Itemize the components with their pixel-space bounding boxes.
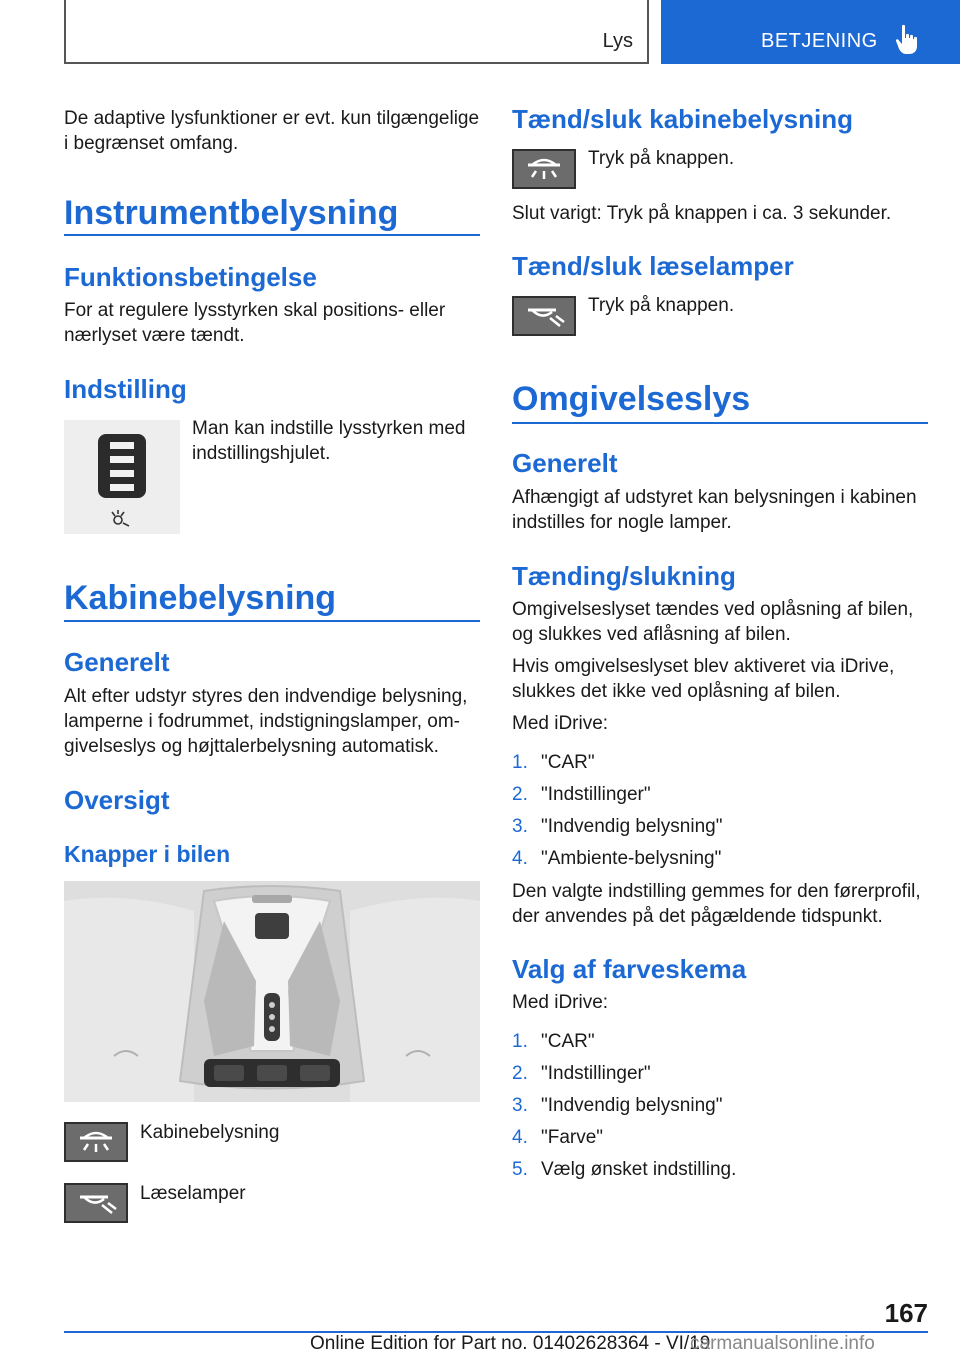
reading-lamp-icon	[514, 298, 574, 334]
step-text: Vælg ønsket indstilling.	[541, 1159, 737, 1180]
ambient-heading: Omgivelseslys	[512, 380, 751, 418]
step-text: "Indstillinger"	[541, 1063, 651, 1084]
cabin-toggle-heading: Tænd/sluk kabinebelysning	[512, 104, 853, 134]
cond-text: For at regulere lysstyrken skal positions- eller nærlyset være tændt.	[64, 300, 446, 346]
pointing-hand-icon	[895, 24, 921, 56]
chapter-tab[interactable]	[661, 0, 960, 64]
step-number: 5.	[512, 1159, 528, 1180]
onoff-text-2: Hvis omgivelseslyset blev aktiveret via iDrive, slukkes det ikke ved oplåsning af bilen.	[512, 656, 895, 702]
dimmer-wheel-image	[64, 420, 180, 534]
ambient-general-heading: Generelt	[512, 448, 618, 478]
onoff-heading: Tænding/slukning	[512, 561, 736, 591]
step-number: 3.	[512, 816, 528, 837]
reading-toggle-press: Tryk på knappen.	[588, 295, 735, 316]
cabin-toggle-permanent: Slut varigt: Tryk på knappen i ca. 3 sekunder.	[512, 203, 892, 224]
saved-text: Den valgte indstilling gemmes for den førerprofil, der anvendes på det pågældende tidspunkt.	[512, 881, 921, 927]
step-text: "CAR"	[541, 752, 595, 773]
edition-text: Online Edition for Part no. 01402628364 - VI/19	[310, 1333, 711, 1354]
intro-text: De adaptive lysfunktioner er evt. kun tilgængelige i begrænset omfang.	[64, 108, 480, 154]
onoff-text-1: Omgivelseslyset tændes ved oplåsning af bilen, og slukkes ved aflåsning af bilen.	[512, 599, 914, 645]
reading-lamp-button-image	[512, 296, 576, 336]
overview-heading: Oversigt	[64, 785, 170, 815]
color-heading: Valg af farveskema	[512, 954, 747, 984]
setting-heading: Indstilling	[64, 374, 187, 404]
cabin-general-text: Alt efter udstyr styres den indvendige belysning, lamperne i fodrummet, indstigningslamper, om-givelseslys og højttalerbelysning automatisk.	[64, 686, 468, 757]
step-number: 4.	[512, 1127, 528, 1148]
dimmer-icon	[108, 508, 132, 528]
heading-rule	[64, 620, 480, 622]
reading-lamp-button-image	[64, 1183, 128, 1223]
header-box	[64, 0, 649, 64]
step-text: "Indstillinger"	[541, 784, 651, 805]
step-number: 1.	[512, 752, 528, 773]
reading-toggle-heading: Tænd/sluk læselamper	[512, 251, 794, 281]
roof-console-image	[64, 881, 480, 1102]
step-number: 2.	[512, 1063, 528, 1084]
chapter-label: BETJENING	[761, 30, 878, 52]
idrive-label-2: Med iDrive:	[512, 992, 609, 1013]
step-number: 1.	[512, 1031, 528, 1052]
buttons-heading: Knapper i bilen	[64, 841, 231, 867]
cabin-light-button-image	[64, 1122, 128, 1162]
setting-text: Man kan indstille lysstyrken med indstillingshjulet.	[192, 418, 466, 464]
idrive-label-1: Med iDrive:	[512, 713, 609, 734]
cabin-light-button-image	[512, 149, 576, 189]
cabin-light-icon	[66, 1124, 126, 1160]
step-text: "Indvendig belysning"	[541, 816, 723, 837]
heading-rule	[512, 422, 928, 424]
step-text: "Ambiente-belysning"	[541, 848, 722, 869]
legend-cabin-label: Kabinebelysning	[140, 1122, 280, 1143]
cabin-toggle-press: Tryk på knappen.	[588, 148, 735, 169]
legend-reading-label: Læselamper	[140, 1183, 246, 1204]
cond-heading: Funktionsbetingelse	[64, 262, 317, 292]
heading-rule	[64, 234, 480, 236]
page-number: 167	[884, 1298, 928, 1328]
step-number: 4.	[512, 848, 528, 869]
step-number: 3.	[512, 1095, 528, 1116]
step-text: "Farve"	[541, 1127, 604, 1148]
instrument-heading: Instrumentbelysning	[64, 194, 399, 232]
cabin-general-heading: Generelt	[64, 647, 170, 677]
reading-lamp-icon	[66, 1185, 126, 1221]
cabin-light-icon	[514, 151, 574, 187]
thumbwheel	[98, 434, 146, 498]
step-text: "CAR"	[541, 1031, 595, 1052]
step-number: 2.	[512, 784, 528, 805]
section-title: Lys	[602, 30, 633, 52]
ambient-general-text: Afhængigt af udstyret kan belysningen i kabinen indstilles for nogle lamper.	[512, 487, 917, 533]
cabin-heading: Kabinebelysning	[64, 579, 337, 617]
watermark-text[interactable]: carmanualsonline.info	[690, 1333, 875, 1354]
roof-console-drawing	[64, 881, 480, 1102]
step-text: "Indvendig belysning"	[541, 1095, 723, 1116]
